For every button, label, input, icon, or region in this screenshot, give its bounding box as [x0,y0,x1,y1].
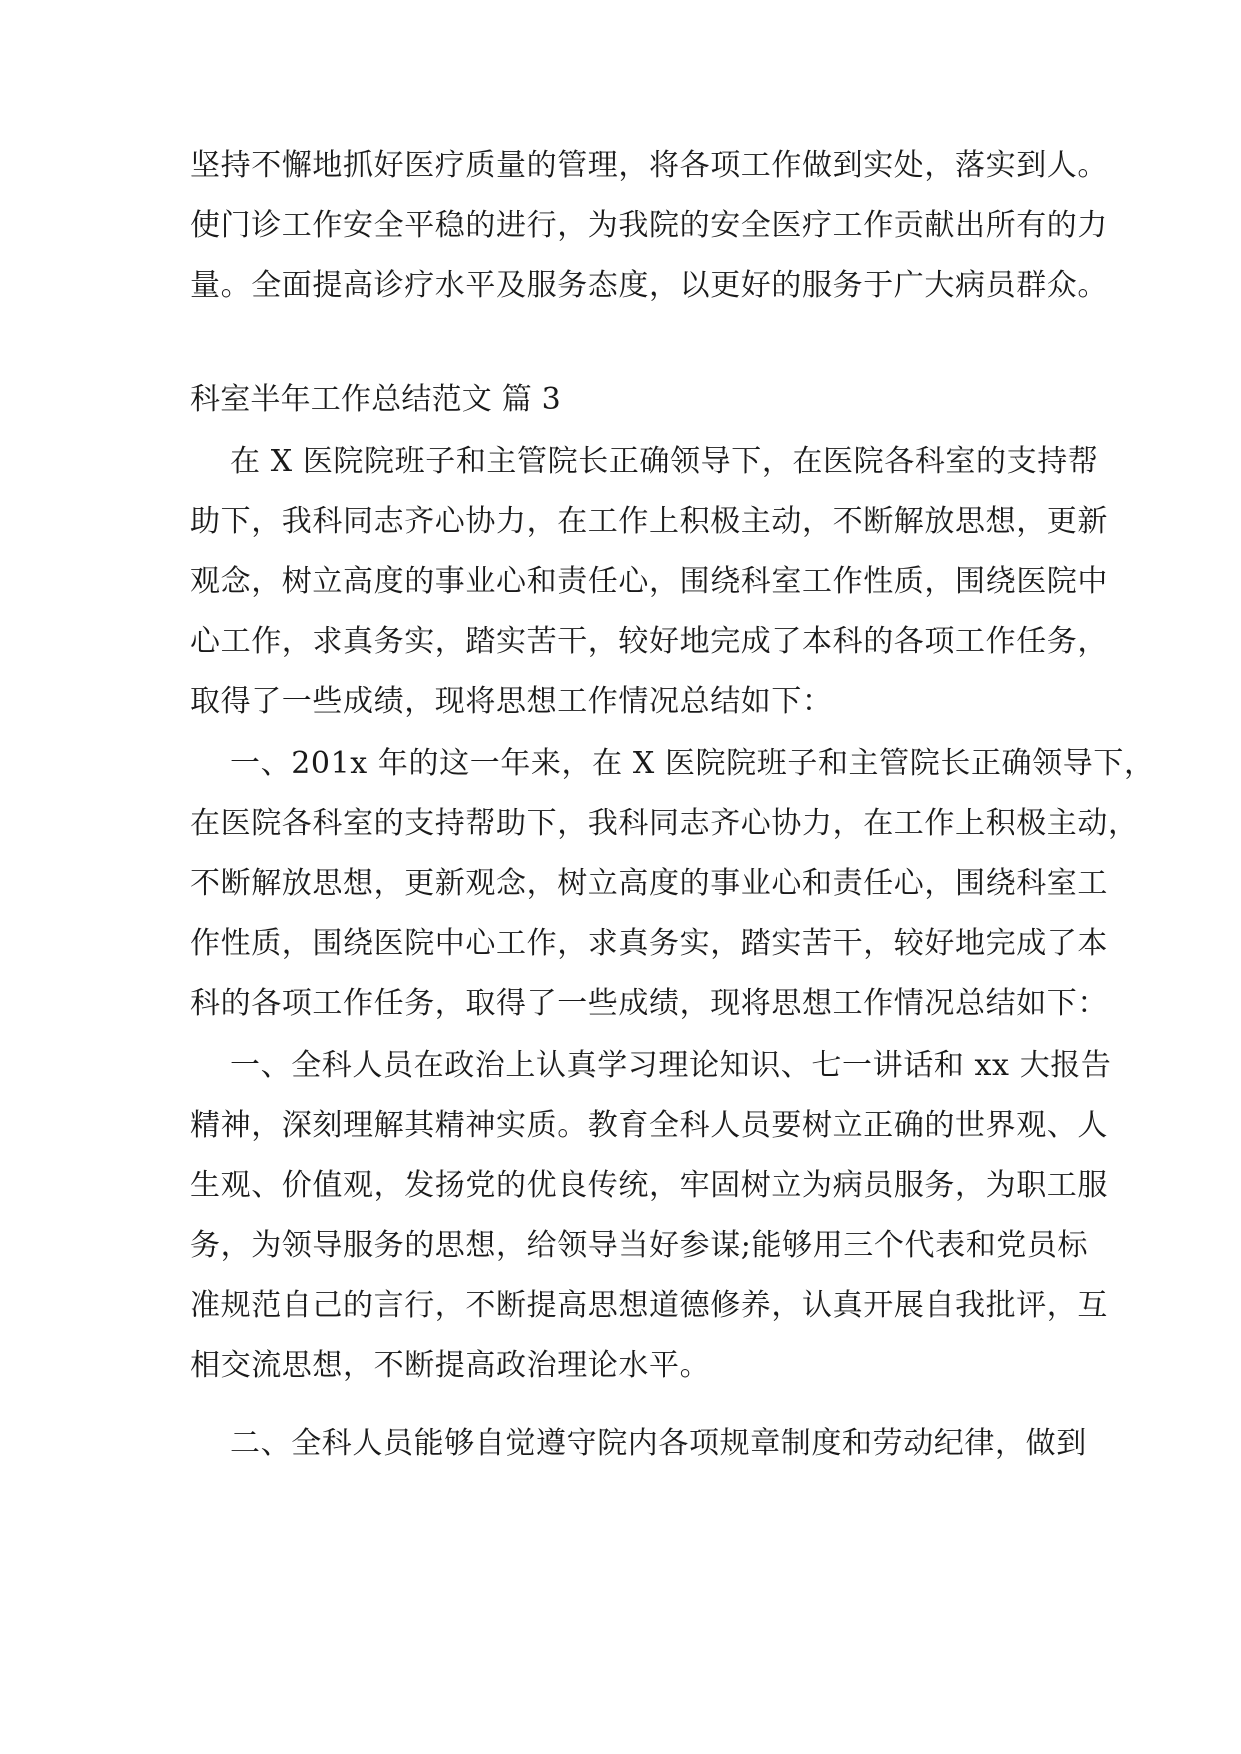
para2-line-3: 不断解放思想，更新观念，树立高度的事业心和责任心，围绕科室工 [190,866,1108,901]
para1-line-1: 在 X 医院院班子和主管院长正确领导下，在医院各科室的支持帮 [230,444,1099,479]
para2-line-1: 一、201x 年的这一年来，在 X 医院院班子和主管院长正确领导下， [230,746,1155,781]
para4-line-1: 二、全科人员能够自觉遵守院内各项规章制度和劳动纪律，做到 [230,1426,1087,1461]
para3-line-1: 一、全科人员在政治上认真学习理论知识、七一讲话和 xx 大报告 [230,1048,1112,1083]
intro-line-2: 使门诊工作安全平稳的进行，为我院的安全医疗工作贡献出所有的力 [190,208,1108,243]
para1-line-3: 观念，树立高度的事业心和责任心，围绕科室工作性质，围绕医院中 [190,564,1108,599]
para2-line-4: 作性质，围绕医院中心工作，求真务实，踏实苦干，较好地完成了本 [190,926,1108,961]
para2-line-2: 在医院各科室的支持帮助下，我科同志齐心协力，在工作上积极主动， [190,806,1139,841]
para3-line-3: 生观、价值观，发扬党的优良传统，牢固树立为病员服务，为职工服 [190,1168,1108,1203]
para3-line-2: 精神，深刻理解其精神实质。教育全科人员要树立正确的世界观、人 [190,1108,1108,1143]
section-heading: 科室半年工作总结范文 篇 3 [190,382,561,417]
para1-line-5: 取得了一些成绩，现将思想工作情况总结如下： [190,684,833,719]
intro-line-1: 坚持不懈地抓好医疗质量的管理，将各项工作做到实处，落实到人。 [190,148,1108,183]
para1-line-4: 心工作，求真务实，踏实苦干，较好地完成了本科的各项工作任务， [190,624,1108,659]
para3-line-4: 务，为领导服务的思想，给领导当好参谋;能够用三个代表和党员标 [190,1228,1089,1263]
para2-line-5: 科的各项工作任务，取得了一些成绩，现将思想工作情况总结如下： [190,986,1108,1021]
para1-line-2: 助下，我科同志齐心协力，在工作上积极主动，不断解放思想，更新 [190,504,1108,539]
para3-line-5: 准规范自己的言行，不断提高思想道德修养，认真开展自我批评，互 [190,1288,1108,1323]
intro-line-3: 量。全面提高诊疗水平及服务态度，以更好的服务于广大病员群众。 [190,268,1108,303]
para3-line-6: 相交流思想，不断提高政治理论水平。 [190,1348,711,1383]
